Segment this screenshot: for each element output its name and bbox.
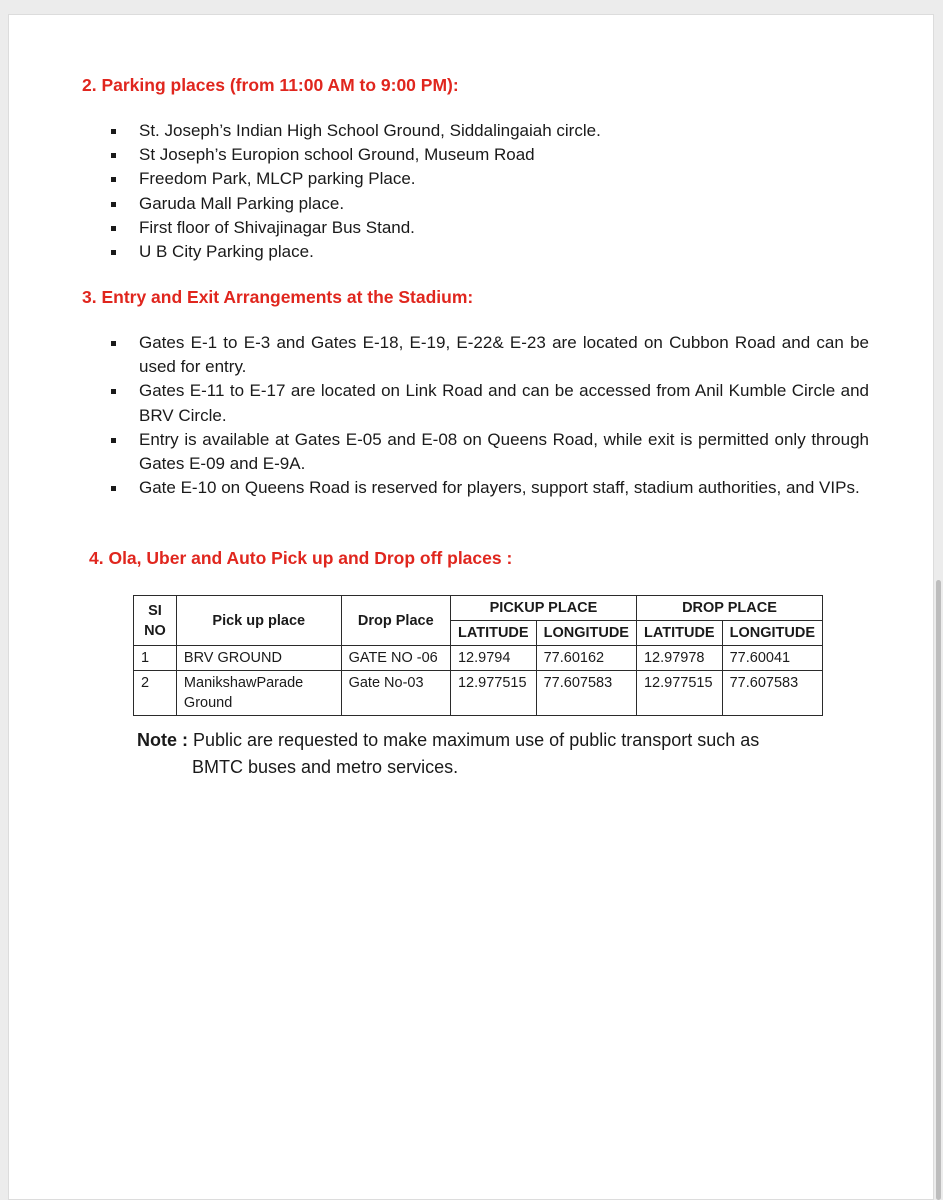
table-row xyxy=(134,646,823,671)
table-header-row xyxy=(134,596,823,621)
col-si-no: SI NO xyxy=(134,596,177,646)
group-drop-place: DROP PLACE xyxy=(636,596,822,621)
list-item: Gate E-10 on Queens Road is reserved for players, support staff, stadium authorities, and VIPs. xyxy=(111,476,869,500)
cell-drop-place: Gate No-03 xyxy=(341,671,450,716)
document-page xyxy=(8,14,934,1200)
col-drop-longitude: LONGITUDE xyxy=(722,621,822,646)
cell-drop-longitude: 77.607583 xyxy=(722,671,822,716)
bullet-icon xyxy=(111,177,116,182)
note-line-2: BMTC buses and metro services. xyxy=(192,757,459,777)
pickup-drop-heading: 4. Ola, Uber and Auto Pick up and Drop off places : xyxy=(89,548,513,568)
list-item: U B City Parking place. xyxy=(111,240,811,264)
cell-drop-latitude: 12.977515 xyxy=(636,671,722,716)
bullet-icon xyxy=(111,389,116,394)
bullet-icon xyxy=(111,153,116,158)
cell-si: 2 xyxy=(134,671,177,716)
list-item: Entry is available at Gates E-05 and E-08 on Queens Road, while exit is permitted only through Gates E-09 and E-9A. xyxy=(111,428,869,476)
note-paragraph xyxy=(137,727,857,781)
parking-list xyxy=(111,119,811,264)
pickup-drop-table xyxy=(133,595,823,716)
bullet-icon xyxy=(111,250,116,255)
list-item: St. Joseph’s Indian High School Ground, Siddalingaiah circle. xyxy=(111,119,811,143)
col-pickup-latitude: LATITUDE xyxy=(450,621,536,646)
list-item: First floor of Shivajinagar Bus Stand. xyxy=(111,216,811,240)
cell-drop-place: GATE NO -06 xyxy=(341,646,450,671)
note-label: Note : xyxy=(137,730,188,750)
bullet-icon xyxy=(111,202,116,207)
cell-drop-latitude: 12.97978 xyxy=(636,646,722,671)
table-row xyxy=(134,671,823,716)
cell-pickup-longitude: 77.607583 xyxy=(536,671,636,716)
cell-pickup-place: BRV GROUND xyxy=(176,646,341,671)
col-pickup-place: Pick up place xyxy=(176,596,341,646)
col-drop-place: Drop Place xyxy=(341,596,450,646)
bullet-icon xyxy=(111,438,116,443)
cell-pickup-place: ManikshawParade Ground xyxy=(176,671,341,716)
entry-exit-list xyxy=(111,331,869,500)
list-item: Freedom Park, MLCP parking Place. xyxy=(111,167,811,191)
cell-pickup-latitude: 12.977515 xyxy=(450,671,536,716)
scrollbar-thumb[interactable] xyxy=(936,580,941,1200)
list-item: Garuda Mall Parking place. xyxy=(111,192,811,216)
entry-exit-heading: 3. Entry and Exit Arrangements at the Stadium: xyxy=(82,287,474,307)
bullet-icon xyxy=(111,486,116,491)
parking-heading: 2. Parking places (from 11:00 AM to 9:00 PM): xyxy=(82,75,459,95)
cell-pickup-longitude: 77.60162 xyxy=(536,646,636,671)
vertical-scrollbar[interactable] xyxy=(934,0,943,1200)
cell-drop-longitude: 77.60041 xyxy=(722,646,822,671)
list-item: St Joseph’s Europion school Ground, Museum Road xyxy=(111,143,811,167)
bullet-icon xyxy=(111,129,116,134)
note-line-1: Public are requested to make maximum use of public transport such as xyxy=(193,730,760,750)
cell-si: 1 xyxy=(134,646,177,671)
cell-pickup-latitude: 12.9794 xyxy=(450,646,536,671)
bullet-icon xyxy=(111,226,116,231)
bullet-icon xyxy=(111,341,116,346)
col-pickup-longitude: LONGITUDE xyxy=(536,621,636,646)
group-pickup-place: PICKUP PLACE xyxy=(450,596,636,621)
list-item: Gates E-11 to E-17 are located on Link Road and can be accessed from Anil Kumble Circle and BRV Circle. xyxy=(111,379,869,427)
list-item: Gates E-1 to E-3 and Gates E-18, E-19, E-22& E-23 are located on Cubbon Road and can be used for entry. xyxy=(111,331,869,379)
col-drop-latitude: LATITUDE xyxy=(636,621,722,646)
